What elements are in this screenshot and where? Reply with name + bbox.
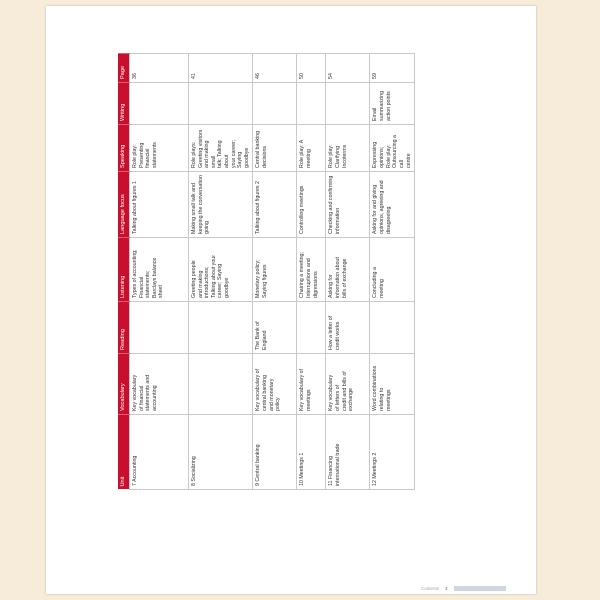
cell-page: 54 [326,54,370,83]
cell-unit: 10 Meetings 1 [297,415,326,490]
cell-reading [130,302,189,354]
page-footer [421,584,531,592]
cell-vocabulary: Word combinations relating to meetings [370,354,415,415]
cell-speaking: Role play: A meeting [297,125,326,172]
cell-listening: Monetary policy; Saying figures [253,238,297,302]
cell-listening: Greeting people and making introductions; Talking about your career; Saying goodbye [189,238,253,302]
cell-page: 41 [189,54,253,83]
cell-writing [253,83,297,125]
cell-language-focus: Talking about figures 1 [130,172,189,238]
header-language-focus: Language focus [118,172,130,238]
cell-reading [297,302,326,354]
cell-page: 50 [297,54,326,83]
cell-unit: 12 Meetings 2 [370,415,415,490]
cell-vocabulary: Key vocabulary of letters of credit and bills of exchange [326,354,370,415]
cell-language-focus: Making small talk and keeping the conversation going [189,172,253,238]
cell-listening: Asking for information about bills of exchange [326,238,370,302]
cell-reading [189,302,253,354]
header-vocabulary: Vocabulary [118,354,130,415]
cell-listening: Concluding a meeting [370,238,415,302]
cell-reading [370,302,415,354]
cell-writing [130,83,189,125]
cell-speaking: Central banking decisions [253,125,297,172]
table-row [370,54,415,490]
cell-speaking: Role play: Presenting financial statements [130,125,189,172]
footer-page-number: 3 [445,585,448,591]
footer-bar [454,586,506,591]
table-row [326,54,370,490]
cell-language-focus: Checking and confirming information [326,172,370,238]
footer-label: Contents [421,585,440,591]
table-row [189,54,253,490]
header-unit: Unit [118,415,130,490]
cell-page: 46 [253,54,297,83]
cell-writing [326,83,370,125]
cell-vocabulary: Key vocabulary of central banking and monetary policy [253,354,297,415]
table-row [130,54,189,490]
cell-reading: How a letter of credit works [326,302,370,354]
cell-writing [189,83,253,125]
cell-writing: Email summarizing action points [370,83,415,125]
cell-language-focus: Asking for and giving opinions, agreeing and disagreeing [370,172,415,238]
header-reading: Reading [118,302,130,354]
cell-listening: Chairing a meeting; Interruptions and digressions [297,238,326,302]
cell-vocabulary: Key vocabulary of meetings [297,354,326,415]
cell-unit: 11 Financing international trade [326,415,370,490]
header-listening: Listening [118,238,130,302]
cell-unit: 8 Socializing [189,415,253,490]
table-row [253,54,297,490]
table-row [297,54,326,490]
rotated-table-container [118,54,415,490]
contents-table [118,53,415,490]
cell-unit: 9 Central banking [253,415,297,490]
cell-vocabulary [189,354,253,415]
document-page [46,6,536,594]
cell-page: 36 [130,54,189,83]
header-writing: Writing [118,83,130,125]
cell-page: 59 [370,54,415,83]
header-page: Page [118,54,130,83]
cell-unit: 7 Accounting [130,415,189,490]
table-header-row [118,54,130,490]
header-speaking: Speaking [118,125,130,172]
cell-speaking: Role play: Clarifying Incoterms [326,125,370,172]
cell-language-focus: Talking about figures 2 [253,172,297,238]
cell-reading: The Bank of England [253,302,297,354]
cell-listening: Types of accounting; Financial statements; Barclays balance sheet [130,238,189,302]
cell-speaking: Expressing opinions; Role play: Outsourcing a call centre [370,125,415,172]
cell-language-focus: Controlling meetings [297,172,326,238]
cell-writing [297,83,326,125]
cell-vocabulary: Key vocabulary of financial statements and accounting [130,354,189,415]
cell-speaking: Role plays: Greeting visitors and making small talk; Talking about your career; Saying goodbye [189,125,253,172]
